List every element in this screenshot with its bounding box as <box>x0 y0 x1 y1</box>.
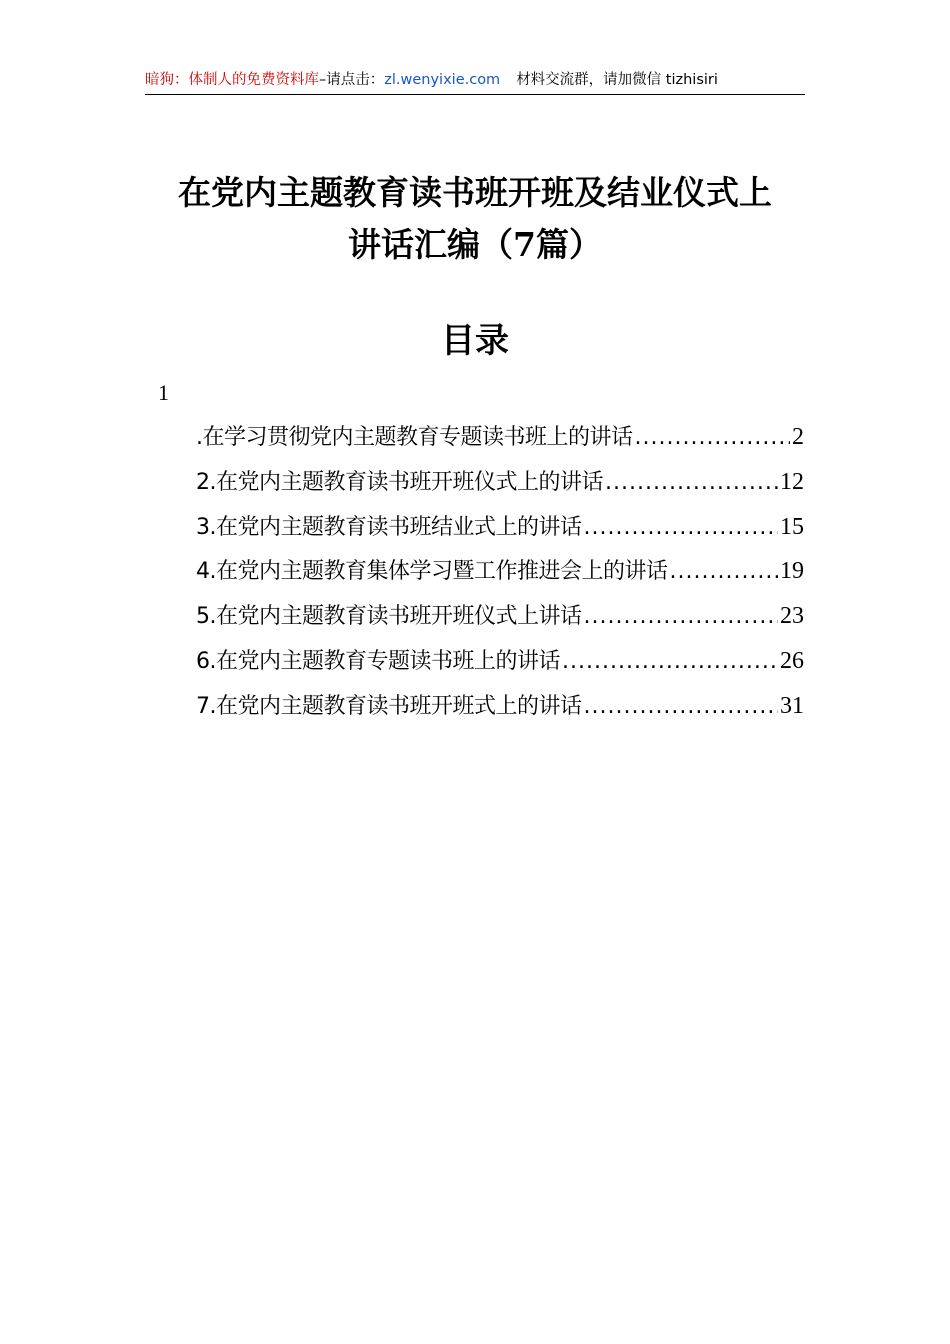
toc-dot-leader <box>670 555 779 589</box>
toc-entry-6[interactable] <box>196 644 804 689</box>
toc-entry-title: .在学习贯彻党内主题教育专题读书班上的讲话 <box>196 425 633 450</box>
header-link[interactable]: zl.wenyixie.com <box>384 72 501 88</box>
toc-entry-2[interactable] <box>196 465 804 510</box>
toc-dot-leader <box>635 421 791 455</box>
toc-entry-title: 6.在党内主题教育专题读书班上的讲话 <box>196 648 560 674</box>
toc-dot-leader <box>584 600 779 634</box>
toc-entry-4[interactable] <box>196 554 804 599</box>
document-title-line-1: 在党内主题教育读书班开班及结业仪式上 <box>178 173 772 212</box>
toc-entry-title: 5.在党内主题教育读书班开班仪式上讲话 <box>196 604 582 630</box>
table-of-contents <box>196 420 804 734</box>
toc-entry-title: 4.在党内主题教育集体学习暨工作推进会上的讲话 <box>196 559 668 585</box>
toc-page-number: 26 <box>780 647 804 674</box>
toc-page-number: 23 <box>780 603 804 630</box>
toc-entry-7[interactable] <box>196 689 804 734</box>
header-contact: 材料交流群，请加微信 tizhisiri <box>516 72 718 88</box>
toc-entry-title: 7.在党内主题教育读书班开班式上的讲话 <box>196 693 582 719</box>
toc-entry-5[interactable] <box>196 599 804 644</box>
toc-dot-leader <box>584 690 779 724</box>
page-header <box>145 66 805 95</box>
document-title-line-2: 讲话汇编（7篇） <box>348 225 602 264</box>
toc-page-number: 15 <box>780 513 804 540</box>
header-prompt: –请点击： <box>319 72 385 88</box>
header-site-name: 暗狗：体制人的免费资料库 <box>145 72 319 88</box>
toc-dot-leader <box>605 466 778 500</box>
toc-entry-title: 2.在党内主题教育读书班开班仪式上的讲话 <box>196 469 603 495</box>
toc-entry-title: 3.在党内主题教育读书班结业式上的讲话 <box>196 514 582 540</box>
toc-dot-leader <box>584 511 779 545</box>
toc-entry-1[interactable] <box>196 420 804 465</box>
toc-heading: 目录 <box>441 321 509 361</box>
paragraph-number: 1 <box>158 380 169 405</box>
toc-page-number: 12 <box>780 468 804 495</box>
toc-page-number: 19 <box>780 558 804 585</box>
toc-page-number: 2 <box>792 424 804 450</box>
toc-entry-3[interactable] <box>196 510 804 555</box>
toc-dot-leader <box>562 645 778 679</box>
toc-page-number: 31 <box>780 692 804 719</box>
